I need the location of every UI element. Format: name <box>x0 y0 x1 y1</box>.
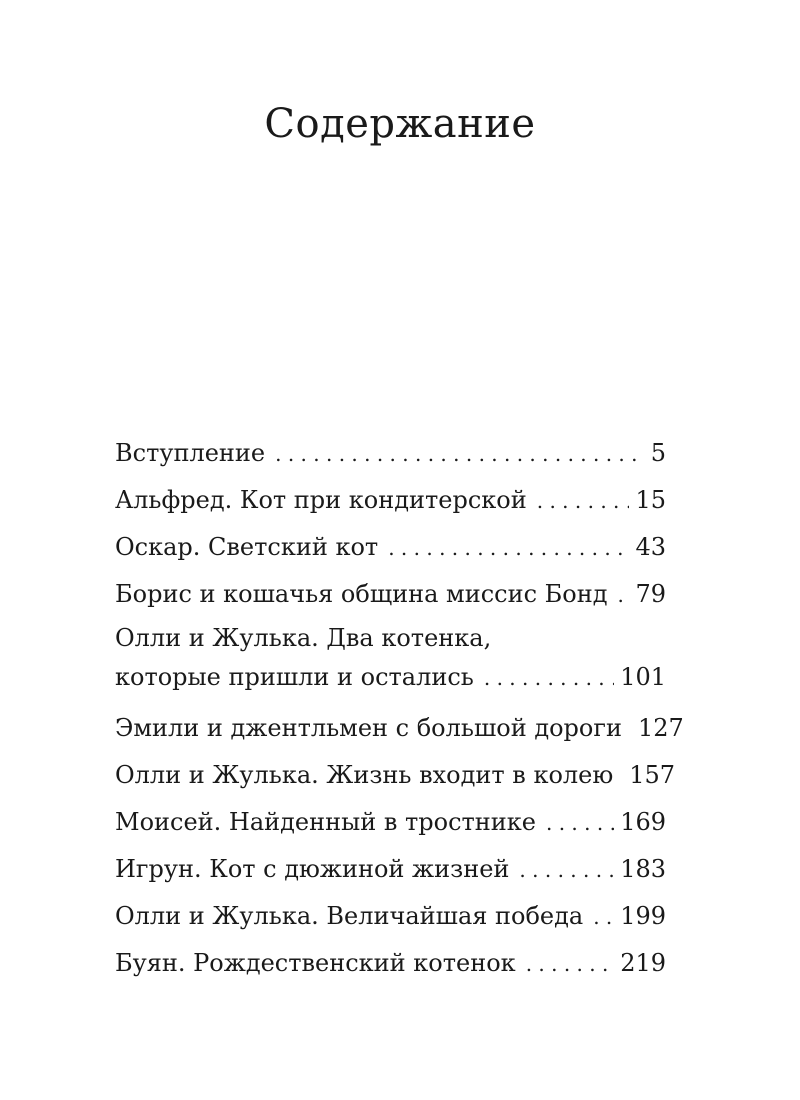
toc-entry <box>115 846 666 893</box>
toc-entry-title: Моисей. Найденный в тростнике <box>115 808 536 836</box>
table-of-contents <box>115 430 684 987</box>
toc-entry-title: Олли и Жулька. Жизнь входит в колею <box>115 761 614 789</box>
toc-line <box>115 940 666 987</box>
toc-entry <box>115 571 666 618</box>
toc-page-number: 43 <box>635 533 666 561</box>
toc-entry <box>115 477 666 524</box>
toc-entry <box>115 752 676 799</box>
toc-line <box>115 846 666 893</box>
toc-line-first <box>115 618 666 658</box>
dot-leader <box>526 941 615 988</box>
toc-entry-title: Альфред. Кот при кондитерской <box>115 486 527 514</box>
toc-page-number: 79 <box>635 580 666 608</box>
toc-line <box>115 430 666 477</box>
dot-leader <box>388 525 629 572</box>
page-title: Содержание <box>264 101 536 147</box>
toc-line-continuation <box>115 658 666 696</box>
toc-line <box>115 705 684 752</box>
dot-leader <box>618 572 630 619</box>
toc-page-number: 101 <box>620 663 666 691</box>
dot-leader <box>537 478 630 525</box>
toc-page-number: 169 <box>620 808 666 836</box>
dot-leader <box>484 659 614 697</box>
dot-leader <box>519 847 614 894</box>
toc-line <box>115 524 666 571</box>
toc-page-number: 157 <box>629 761 676 789</box>
toc-entry-title: Олли и Жулька. Два котенка, <box>115 624 492 652</box>
toc-page-number: 127 <box>637 714 684 742</box>
toc-entry-title: Буян. Рождественский котенок <box>115 949 516 977</box>
toc-entry-title: Оскар. Светский кот <box>115 533 379 561</box>
toc-entry-title-continuation: которые пришли и остались <box>115 663 474 691</box>
toc-entry <box>115 940 666 987</box>
toc-line <box>115 893 666 940</box>
toc-entry-title: Игрун. Кот с дюжиной жизней <box>115 855 510 883</box>
toc-page-number: 183 <box>620 855 666 883</box>
toc-entry-two-line <box>115 618 666 696</box>
toc-page-number: 5 <box>650 439 666 467</box>
toc-entry <box>115 799 666 846</box>
toc-page-number: 199 <box>620 902 666 930</box>
toc-line <box>115 752 676 799</box>
toc-entry-title: Эмили и джентльмен с большой дороги <box>115 714 622 742</box>
toc-entry <box>115 524 666 571</box>
toc-page-number: 219 <box>620 949 666 977</box>
toc-entry <box>115 893 666 940</box>
toc-entry <box>115 430 666 477</box>
toc-line <box>115 799 666 846</box>
dot-leader <box>593 894 614 941</box>
dot-leader <box>275 431 645 478</box>
toc-entry-title: Вступление <box>115 439 266 467</box>
toc-line <box>115 477 666 524</box>
toc-entry-title: Олли и Жулька. Величайшая победа <box>115 902 584 930</box>
toc-line <box>115 571 666 618</box>
toc-entry-title: Борис и кошачья община миссис Бонд <box>115 580 608 608</box>
toc-page-number: 15 <box>635 486 666 514</box>
toc-entry <box>115 705 684 752</box>
dot-leader <box>546 800 614 847</box>
